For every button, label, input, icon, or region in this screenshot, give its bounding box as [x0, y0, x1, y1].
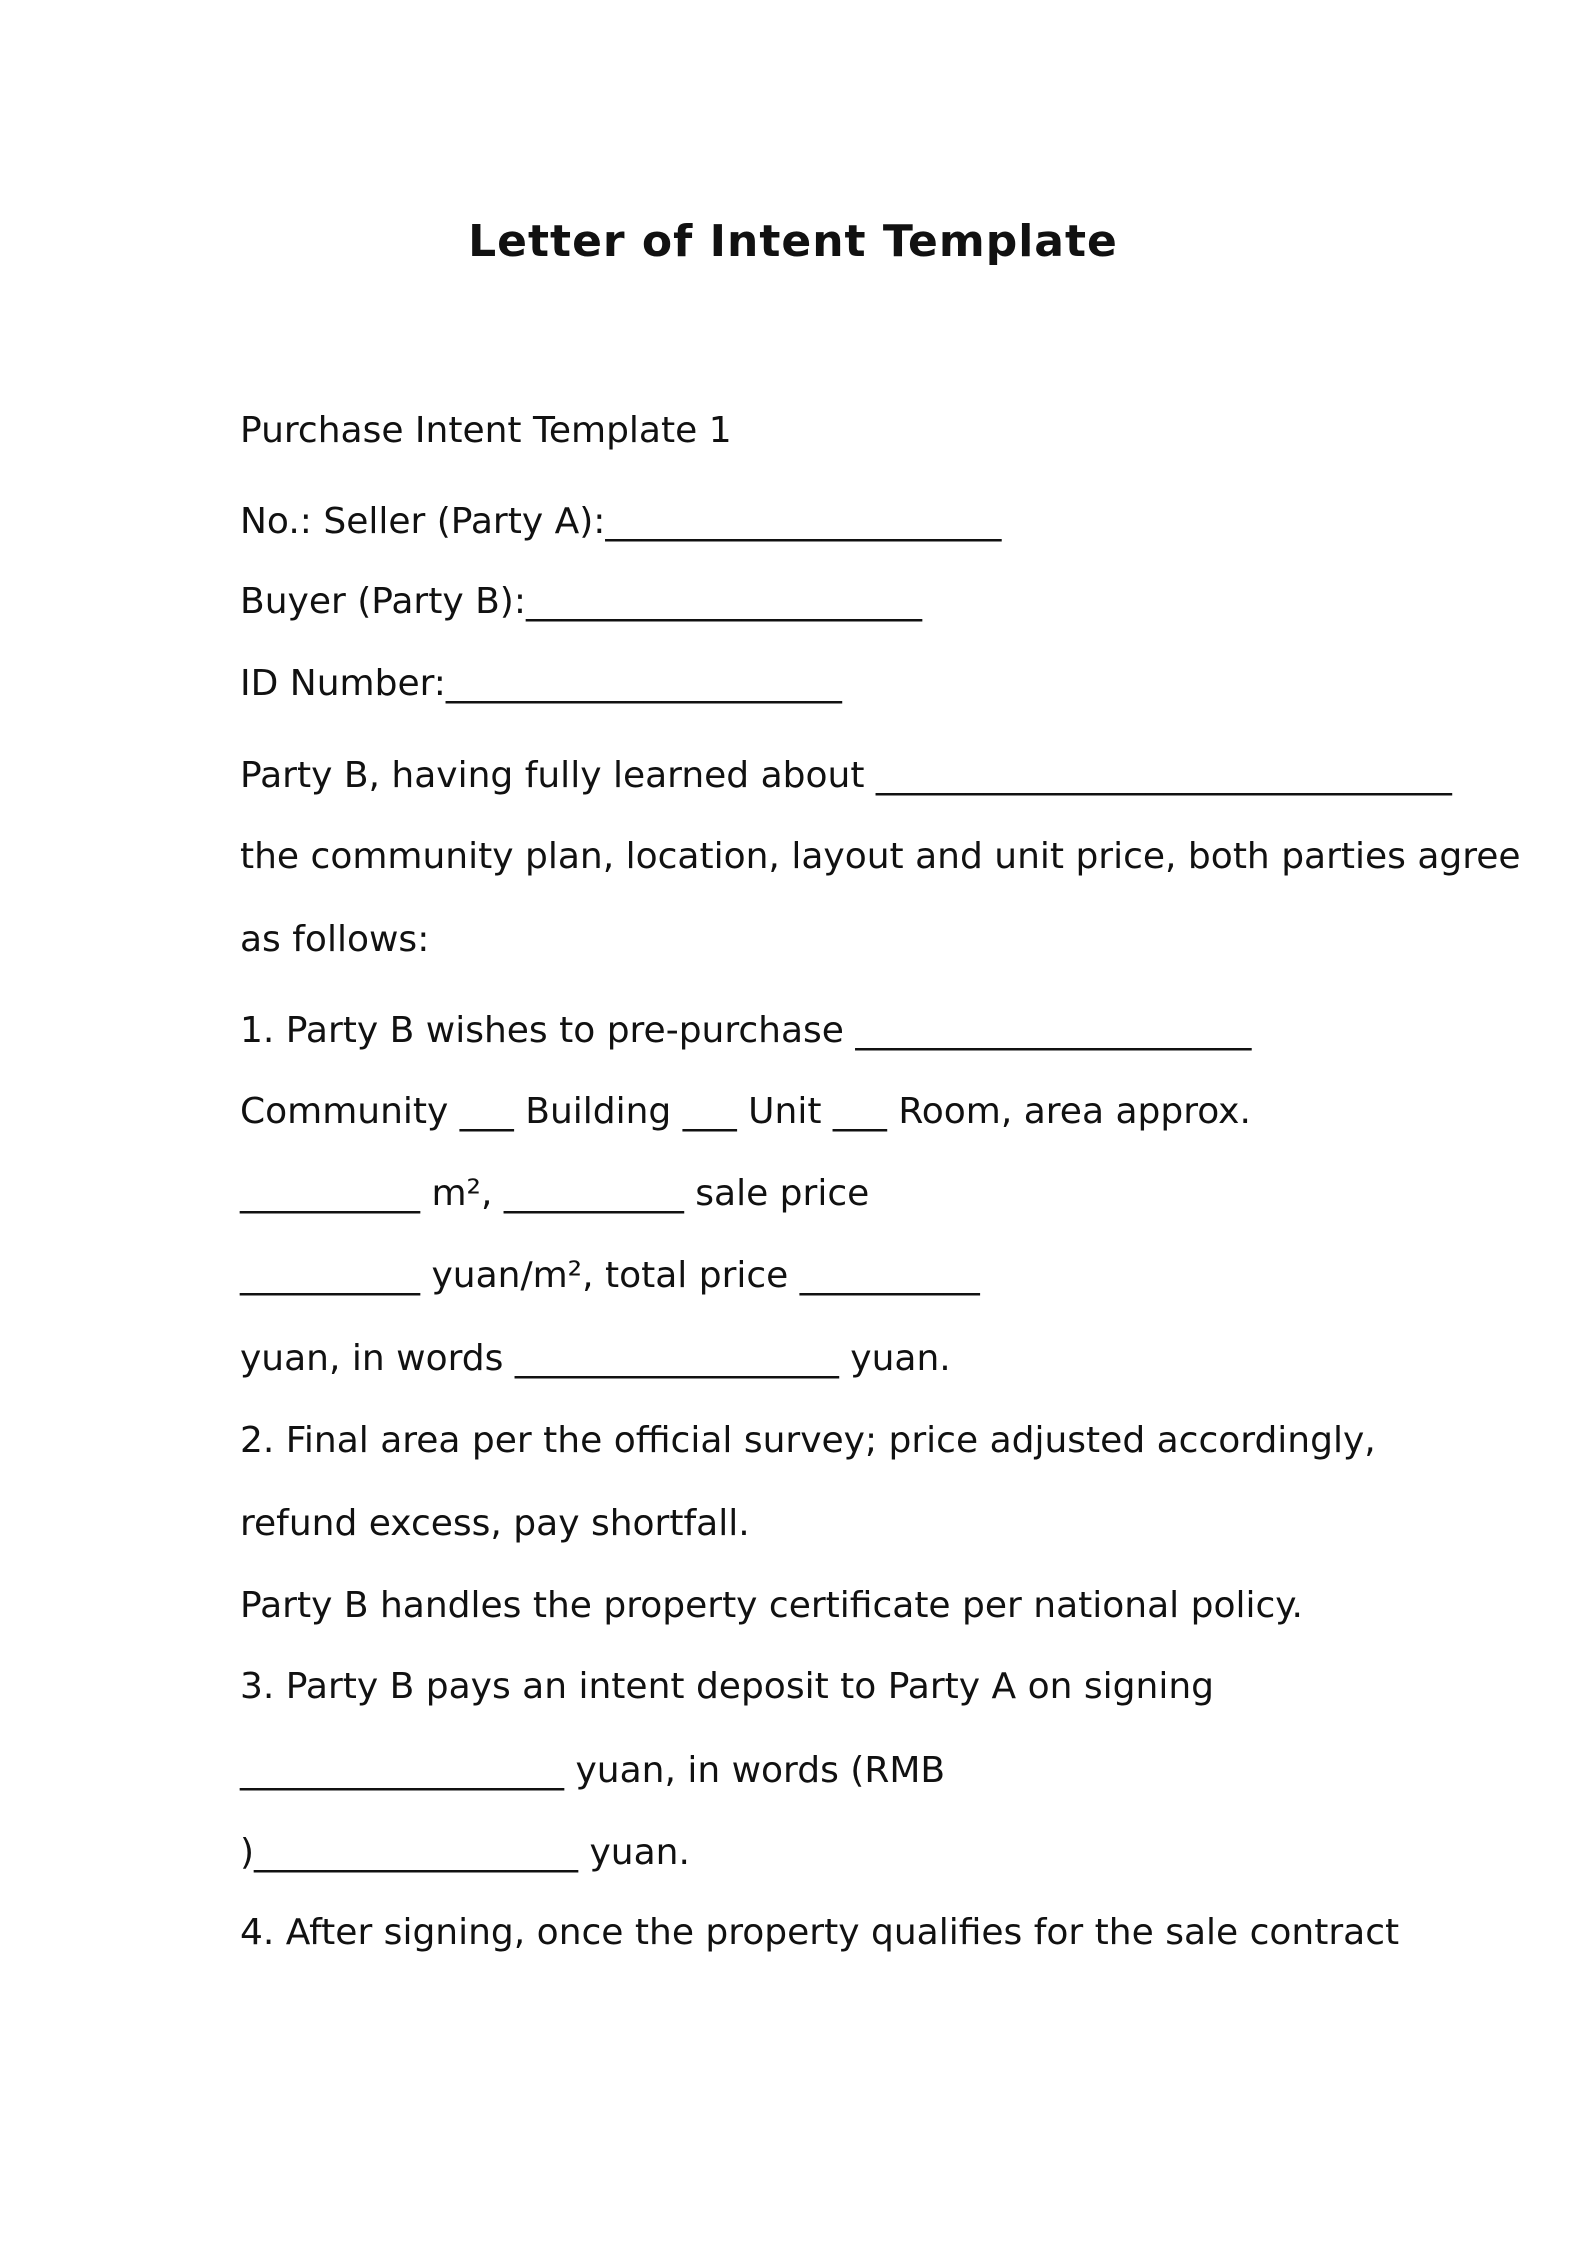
paragraph-intro-line-2: the community plan, location, layout and unit price, both parties agree: [240, 836, 1521, 877]
clause-1-line-2: Community ___ Building ___ Unit ___ Room, area approx.: [240, 1091, 1251, 1132]
buyer-line: Buyer (Party B):______________________: [240, 581, 922, 622]
clause-1-line-1: 1. Party B wishes to pre-purchase ______________________: [240, 1010, 1252, 1051]
paragraph-intro-line-3: as follows:: [240, 919, 430, 960]
clause-4-line-1: 4. After signing, once the property qualifies for the sale contract: [240, 1912, 1400, 1953]
certificate-line: Party B handles the property certificate per national policy.: [240, 1585, 1303, 1626]
clause-1-line-4: __________ yuan/m², total price __________: [240, 1255, 980, 1296]
clause-3-line-1: 3. Party B pays an intent deposit to Party A on signing: [240, 1666, 1214, 1707]
clause-3-line-3: )__________________ yuan.: [240, 1832, 690, 1873]
id-number-line: ID Number:______________________: [240, 663, 842, 704]
paragraph-intro-line-1: Party B, having fully learned about ________________________________: [240, 755, 1452, 796]
document-title: Letter of Intent Template: [468, 216, 1118, 267]
clause-2-line-2: refund excess, pay shortfall.: [240, 1503, 750, 1544]
clause-1-line-3: __________ m², __________ sale price: [240, 1173, 870, 1214]
serial-seller-line: No.: Seller (Party A):______________________: [240, 501, 1002, 542]
clause-2-line-1: 2. Final area per the official survey; price adjusted accordingly,: [240, 1420, 1376, 1461]
clause-3-line-2: __________________ yuan, in words (RMB: [240, 1750, 946, 1791]
clause-1-line-5: yuan, in words __________________ yuan.: [240, 1338, 951, 1379]
section-heading: Purchase Intent Template 1: [240, 410, 732, 451]
